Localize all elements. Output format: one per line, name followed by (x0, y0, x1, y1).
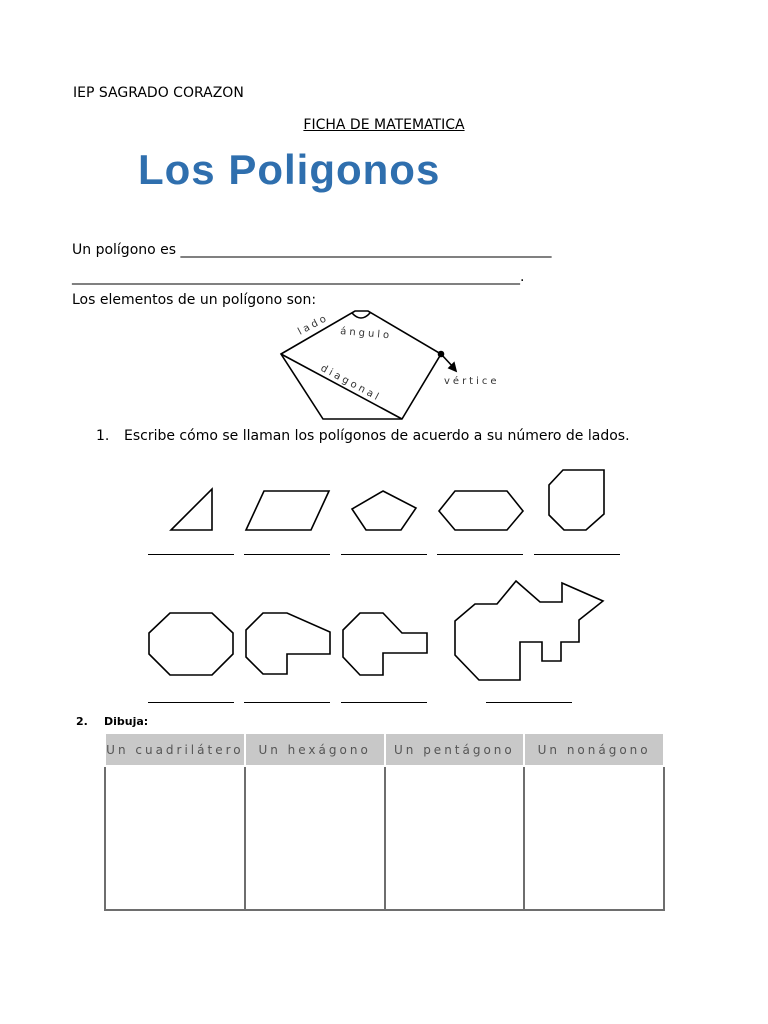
answer-line[interactable] (486, 702, 572, 703)
drawing-cell-cuadrilatero[interactable] (105, 766, 245, 910)
answer-line[interactable] (534, 554, 620, 555)
quadrilateral-shape (246, 491, 329, 530)
question-1-number: 1. (96, 428, 110, 444)
diagram-diagonal (281, 354, 402, 419)
column-header-pentagono: Un pentágono (385, 733, 525, 766)
question-1-text: Escribe cómo se llaman los polígonos de acuerdo a su número de lados. (124, 428, 630, 444)
octagon-shape (149, 613, 233, 675)
irregular-polygon-shape (455, 581, 603, 680)
drawing-cell-nonagono[interactable] (524, 766, 664, 910)
column-header-nonagono: Un nonágono (524, 733, 664, 766)
decagon-shape (343, 613, 427, 675)
worksheet-subtitle: FICHA DE MATEMATICA (303, 117, 465, 133)
column-header-cuadrilatero: Un cuadrilátero (105, 733, 245, 766)
answer-line[interactable] (148, 702, 234, 703)
nonagon-shape (246, 613, 330, 674)
label-diagonal: diagonal (318, 362, 383, 405)
elements-prompt: Los elementos de un polígono son: (72, 292, 317, 308)
page-title: Los Poligonos (138, 146, 441, 193)
triangle-shape (171, 489, 212, 530)
label-vertice: vértice (444, 376, 500, 387)
drawing-cell-hexagono[interactable] (245, 766, 385, 910)
definition-prompt: Un polígono es _____________________________________________________ (72, 242, 552, 258)
question-2-text: Dibuja: (104, 715, 149, 728)
definition-blank-line: ________________________________________________________________. (72, 269, 525, 285)
answer-line[interactable] (244, 554, 330, 555)
heptagon-shape (549, 470, 604, 530)
question-2 (76, 715, 148, 728)
question-2-number: 2. (76, 715, 88, 728)
diagram-angle-arc (352, 313, 370, 318)
question-1 (96, 428, 630, 444)
answer-line[interactable] (244, 702, 330, 703)
diagram-vertex-dot (438, 351, 445, 358)
label-angulo: ángulo (339, 326, 393, 342)
answer-line[interactable] (437, 554, 523, 555)
label-lado: lado (296, 312, 331, 338)
hexagon-shape (439, 491, 523, 530)
drawing-table (104, 732, 665, 911)
answer-line[interactable] (148, 554, 234, 555)
drawing-cell-pentagono[interactable] (385, 766, 525, 910)
answer-line[interactable] (341, 554, 427, 555)
school-name: IEP SAGRADO CORAZON (73, 85, 244, 101)
column-header-hexagono: Un hexágono (245, 733, 385, 766)
answer-line[interactable] (341, 702, 427, 703)
pentagon-shape (352, 491, 416, 530)
